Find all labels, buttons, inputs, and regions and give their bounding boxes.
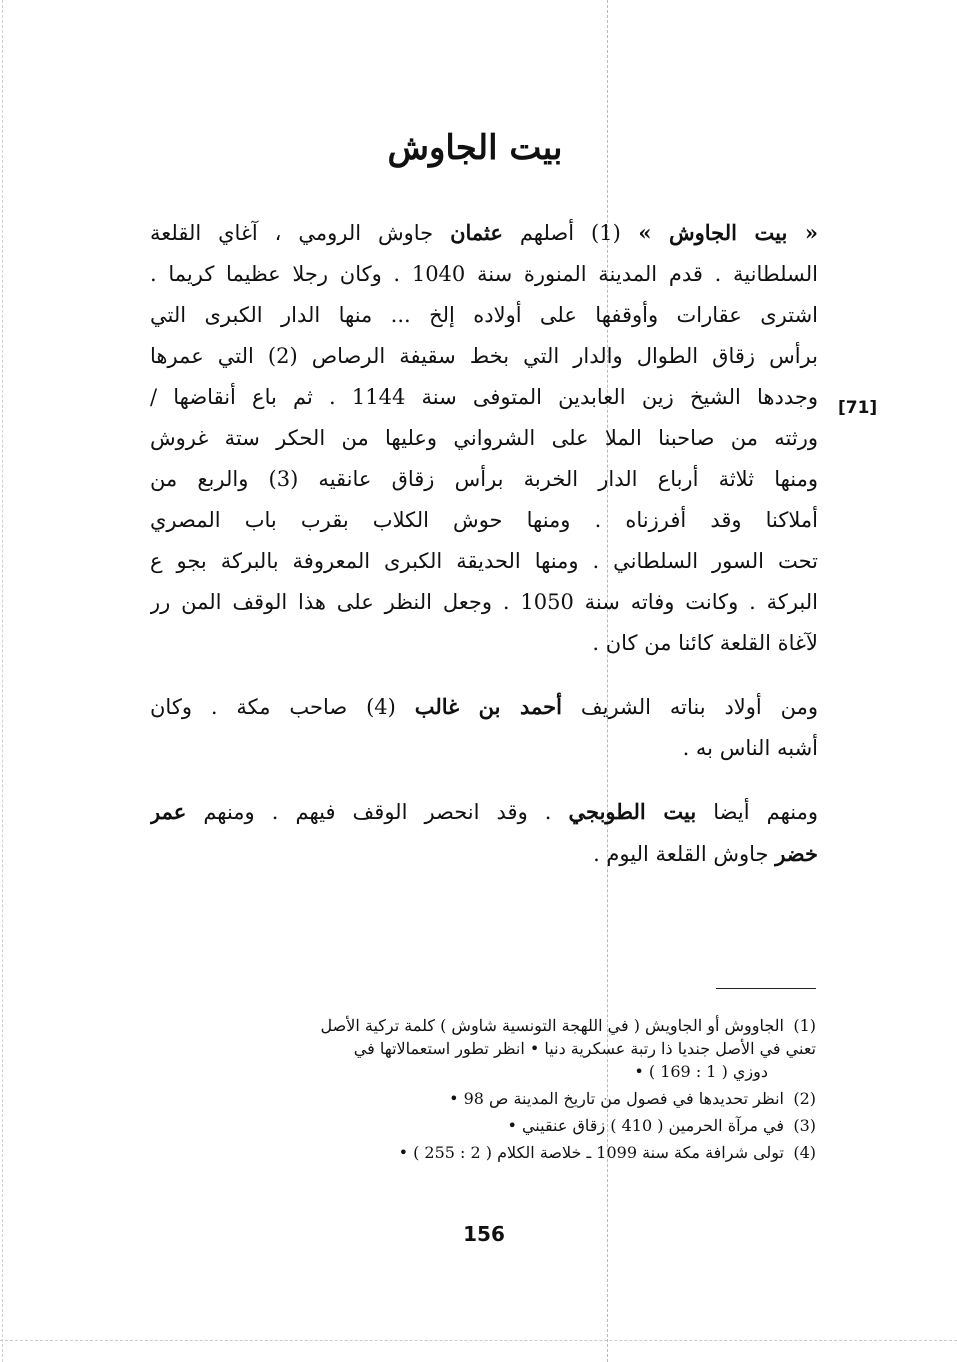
- footnote-text: انظر تحديدها في فصول من تاريخ المدينة ص 98 •: [449, 1089, 784, 1108]
- text-line: لآغاة القلعة كائنا من كان .: [592, 631, 818, 655]
- text-line: أملاكنا وقد أفرزناه . ومنها حوش الكلاب بقرب باب المصري: [150, 508, 818, 532]
- page-number: 156: [463, 1222, 505, 1246]
- bold-term: بيت الطوبجي: [568, 799, 697, 824]
- body-text: [150, 212, 818, 875]
- footnote-text: تولى شرافة مكة سنة 1099 ـ خلاصة الكلام ( 2 : 255 ) •: [398, 1143, 784, 1162]
- text-span: جاوش القلعة اليوم .: [593, 842, 776, 866]
- paragraph: [150, 791, 818, 875]
- text-line: برأس زقاق الطوال والدار التي بخط سقيفة الرصاص (2) التي عمرها: [150, 344, 818, 368]
- text-span: (1) أصلهم: [502, 221, 621, 245]
- paragraph: [150, 686, 818, 769]
- margin-marker: [71]: [838, 398, 878, 418]
- footnote-number: (2): [793, 1089, 816, 1108]
- footnote-text: في مرآة الحرمين ( 410 ) زقاق عنقيني •: [507, 1116, 784, 1135]
- footnotes: [150, 1014, 816, 1168]
- footnote-text: دوزي ( 1 : 169 ) •: [634, 1062, 768, 1081]
- bold-term: « بيت الجاوش »: [620, 220, 818, 245]
- text-line: اشترى عقارات وأوقفها على أولاده إلخ ... منها الدار الكبرى التي: [150, 303, 818, 327]
- text-line: [150, 833, 818, 875]
- text-span: . وقد انحصر الوقف فيهم . ومنهم: [186, 800, 569, 824]
- page-title: بيت الجاوش: [387, 128, 563, 168]
- text-span: جاوش الرومي ، آغاي القلعة: [150, 221, 451, 245]
- bold-term: عمر: [150, 799, 187, 824]
- bold-term: أحمد بن غالب: [414, 694, 562, 719]
- text-span: ومنهم أيضا: [696, 800, 818, 824]
- text-line: [150, 686, 818, 728]
- footnote-text: الجاووش أو الجاويش ( في اللهجة التونسية شاوش ) كلمة تركية الأصل: [320, 1016, 784, 1035]
- text-line: [150, 212, 818, 254]
- paragraph: [150, 212, 818, 664]
- text-line: تحت السور السلطاني . ومنها الحديقة الكبرى المعروفة بالبركة بجو ع: [150, 549, 818, 573]
- footnote-item: [150, 1114, 816, 1137]
- text-line: البركة . وكانت وفاته سنة 1050 . وجعل النظر على هذا الوقف المن رر: [150, 590, 818, 614]
- scan-artifact-line: [2, 0, 3, 1362]
- text-line: ورثته من صاحبنا الملا على الشرواني وعليها من الحكر ستة غروش: [150, 426, 818, 450]
- text-span: ومن أولاد بناته الشريف: [561, 695, 818, 719]
- footnote-item: [150, 1141, 816, 1164]
- text-line: أشبه الناس به .: [682, 736, 818, 760]
- footnote-number: (1): [793, 1016, 816, 1035]
- text-line: وجددها الشيخ زين العابدين المتوفى سنة 1144 . ثم باع أنقاضها /: [150, 385, 818, 409]
- footnote-item: [150, 1087, 816, 1110]
- scan-artifact-line: [0, 1340, 957, 1341]
- text-line: السلطانية . قدم المدينة المنورة سنة 1040 . وكان رجلا عظيما كريما .: [150, 262, 818, 286]
- footnote-item: [150, 1014, 816, 1083]
- footnote-number: (3): [793, 1116, 816, 1135]
- footnote-number: (4): [793, 1143, 816, 1162]
- bold-term: خضر: [775, 841, 818, 866]
- text-span: (4) صاحب مكة . وكان: [150, 695, 415, 719]
- text-line: ومنها ثلاثة أرباع الدار الخربة برأس زقاق عانقيه (3) والربع من: [150, 467, 818, 491]
- footnote-text: تعني في الأصل جنديا ذا رتبة عسكرية دنيا • انظر تطور استعمالاتها في: [353, 1039, 816, 1058]
- footnote-divider: [716, 988, 816, 989]
- text-line: [150, 791, 818, 833]
- bold-term: عثمان: [450, 220, 503, 245]
